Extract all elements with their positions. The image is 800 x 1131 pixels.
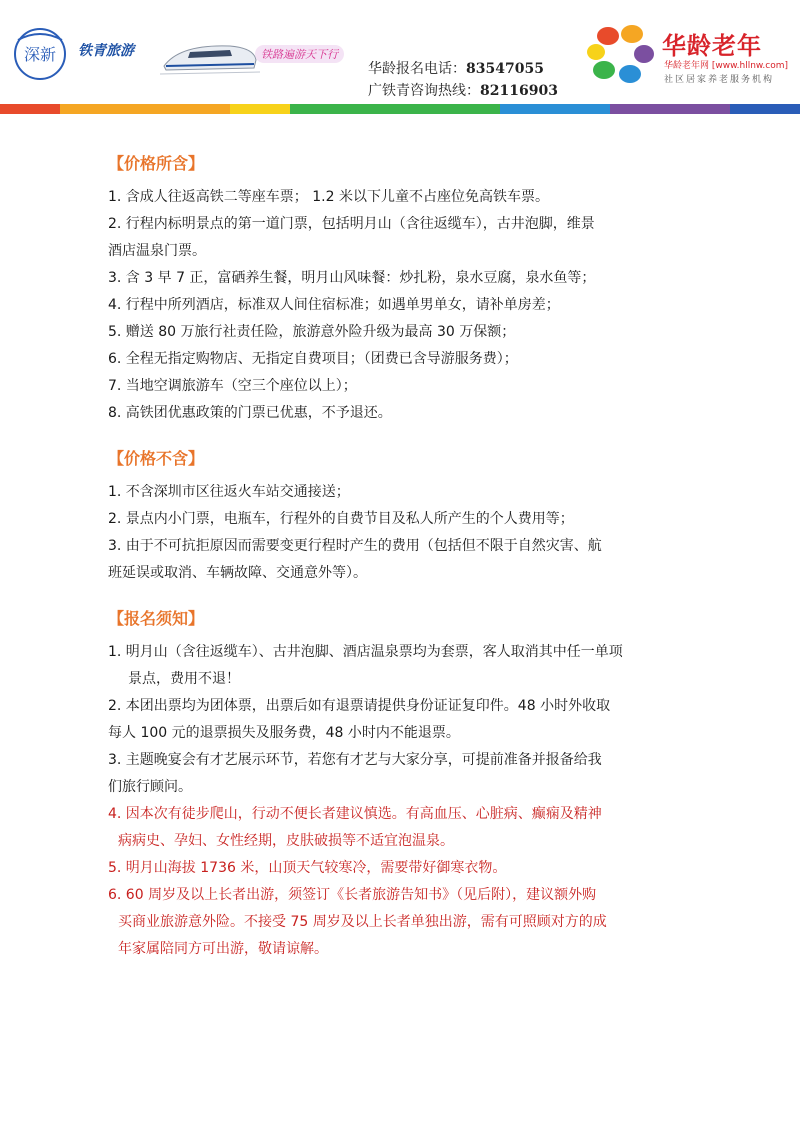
notice-item: 景点，费用不退！ xyxy=(128,671,240,687)
hualing-brand xyxy=(586,22,796,92)
excluded-item: 2. 景点内小门票，电瓶车，行程外的自费节目及私人所产生的个人费用等； xyxy=(108,511,574,527)
hualing-flower-icon xyxy=(586,22,660,88)
notice-item: 们旅行顾问。 xyxy=(108,779,192,795)
brand-site: 华龄老年网 [www.hllnw.com] xyxy=(664,61,789,71)
included-title: 【价格所含】 xyxy=(108,154,205,173)
contact-info xyxy=(368,58,558,102)
included-item: 2. 行程内标明景点的第一道门票，包括明月山（含往返缆车），古井泡脚，维景 xyxy=(108,216,595,232)
stripe-segment xyxy=(500,104,610,114)
excluded-section xyxy=(108,447,738,587)
shenxin-logo xyxy=(10,26,70,82)
excluded-item: 3. 由于不可抗拒原因而需要变更行程时产生的费用（包括但不限于自然灾害、航 xyxy=(108,538,602,554)
excluded-item: 1. 不含深圳市区往返火车站交通接送； xyxy=(108,484,350,500)
included-item: 1. 含成人往返高铁二等座车票； 1.2 米以下儿童不占座位免高铁车票。 xyxy=(108,189,549,205)
included-item: 6. 全程无指定购物店、无指定自费项目；（团费已含导游服务费）； xyxy=(108,351,518,367)
train-slogan: 铁路遍游天下行 xyxy=(255,45,344,63)
included-item: 8. 高铁团优惠政策的门票已优惠，不予退还。 xyxy=(108,405,392,421)
consult-line xyxy=(368,80,558,102)
notice-item-warning: 6. 60 周岁及以上长者出游，须签订《长者旅游告知书》（见后附），建议额外购 xyxy=(108,887,597,903)
notice-item: 2. 本团出票均为团体票，出票后如有退票请提供身份证证复印件。48 小时外收取 xyxy=(108,698,611,714)
signup-label: 华龄报名电话： xyxy=(368,61,466,77)
included-item: 3. 含 3 早 7 正，富硒养生餐，明月山风味餐：炒扎粉，泉水豆腐，泉水鱼等； xyxy=(108,270,596,286)
consult-phone: 82116903 xyxy=(480,83,558,99)
shenxin-logo-text: 深新 xyxy=(23,45,57,64)
notice-item-warning: 病病史、孕妇、女性经期，皮肤破损等不适宜泡温泉。 xyxy=(118,833,454,849)
notice-item: 1. 明月山（含往返缆车）、古井泡脚、酒店温泉票均为套票，客人取消其中任一单项 xyxy=(108,644,623,660)
notice-item: 3. 主题晚宴会有才艺展示环节，若您有才艺与大家分享，可提前准备并报备给我 xyxy=(108,752,602,768)
notice-section xyxy=(108,607,738,963)
included-section xyxy=(108,152,738,427)
included-item: 4. 行程中所列酒店，标准双人间住宿标准；如遇单男单女，请补单房差； xyxy=(108,297,560,313)
consult-label: 广铁青咨询热线： xyxy=(368,83,480,99)
brand-name: 华龄老年 xyxy=(662,32,762,60)
notice-item: 每人 100 元的退票损失及服务费，48 小时内不能退票。 xyxy=(108,725,460,741)
notice-item-warning: 年家属陪同方可出游，敬请谅解。 xyxy=(118,941,328,957)
included-item: 5. 赠送 80 万旅行社责任险，旅游意外险升级为最高 30 万保额； xyxy=(108,324,516,340)
color-stripe xyxy=(0,104,800,114)
signup-line xyxy=(368,58,558,80)
stripe-segment xyxy=(290,104,500,114)
stripe-segment xyxy=(0,104,60,114)
tieqing-logo: 铁青旅游 xyxy=(78,43,134,59)
document-body xyxy=(108,152,738,963)
stripe-segment xyxy=(730,104,800,114)
stripe-segment xyxy=(60,104,230,114)
notice-item-warning: 4. 因本次有徒步爬山，行动不便长者建议慎选。有高血压、心脏病、癫痫及精神 xyxy=(108,806,602,822)
excluded-title: 【价格不含】 xyxy=(108,449,205,468)
stripe-segment xyxy=(610,104,730,114)
excluded-item: 班延误或取消、车辆故障、交通意外等）。 xyxy=(108,565,367,581)
signup-phone: 83547055 xyxy=(466,61,544,77)
train-icon xyxy=(160,30,260,80)
notice-item-warning: 5. 明月山海拔 1736 米，山顶天气较寒冷，需要带好御寒衣物。 xyxy=(108,860,507,876)
stripe-segment xyxy=(230,104,290,114)
brand-desc: 社区居家养老服务机构 xyxy=(664,75,775,85)
notice-title: 【报名须知】 xyxy=(108,609,205,628)
page-header xyxy=(0,0,800,118)
notice-item-warning: 买商业旅游意外险。不接受 75 周岁及以上长者单独出游，需有可照顾对方的成 xyxy=(118,914,607,930)
included-item: 7. 当地空调旅游车（空三个座位以上）； xyxy=(108,378,357,394)
included-item: 酒店温泉门票。 xyxy=(108,243,206,259)
